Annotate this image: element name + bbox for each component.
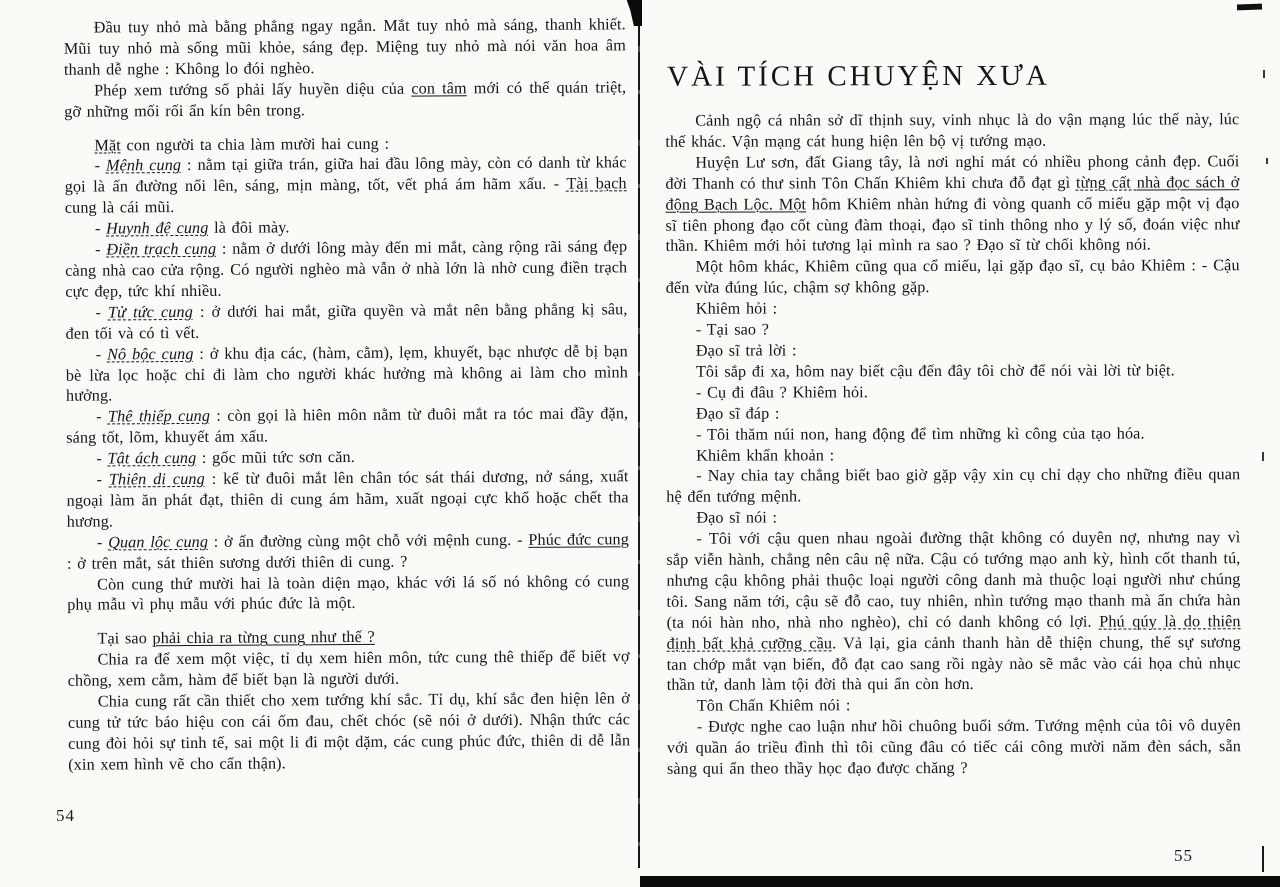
text-run: . Vả lại, gia cảnh thanh hàn dễ thiện chung, thế sự sương tan chớp mắt vạn biến, đỗ đạt cao sang rồi ngày nào sẽ mắc vào cái họa chủ nhục thần tử, danh làm tội đời thà qui ẩn còn hơn.	[666, 632, 1241, 695]
paragraph	[65, 153, 627, 219]
text-run: - Được nghe cao luận như hồi chuông buổi sớm. Tướng mệnh của tôi vô duyên với quần áo triều đình thì tôi cũng đâu có tiếc cái công mười năm đèn sách, sẵn sàng qui ẩn theo thầy học đạo được chăng ?	[666, 716, 1241, 778]
right-page-text	[665, 109, 1241, 780]
text-run: cung là cái mũi.	[64, 198, 175, 217]
paragraph	[66, 341, 628, 407]
paragraph	[667, 716, 1241, 780]
text-run: : kể từ đuôi mắt lên chân tóc sát thái dương, nở sáng, xuất ngoại làm ăn phát đạt, thiên di cung ám hãm, xuất ngoại cực khổ hoặc chết tha hương.	[66, 467, 629, 531]
text-run: Còn cung thứ mười hai là toàn diện mạo, khác với lá số nó không có cung phụ mẫu vì phụ mẫu với phúc đức là một.	[67, 571, 630, 615]
text-run: Một hôm khác, Khiêm cũng qua cổ miếu, lại gặp đạo sĩ, cụ bảo Khiêm : - Cậu đến vừa đúng lúc, chậm sợ không gặp.	[665, 256, 1240, 298]
paragraph	[666, 506, 1240, 528]
text-run: - Tôi thăm núi non, hang động để tìm những kì công của tạo hóa.	[696, 424, 1145, 444]
paragraph	[667, 695, 1241, 717]
text-run: Tại sao	[97, 629, 153, 648]
underlined-phrase: con tâm	[411, 78, 467, 98]
underlined-phrase: Mệnh cung	[105, 156, 182, 175]
text-run: : ở ấn đường cùng một chỗ với mệnh cung. -	[207, 530, 529, 551]
paragraph	[64, 77, 626, 122]
text-run: Khiêm khẩn khoản :	[696, 445, 835, 465]
text-run: Cảnh ngộ cá nhân sở dĩ thịnh suy, vinh nhục là do vận mạng lúc thế này, lúc thế khác. Vận mạng cát hung hiện lên bộ vị tướng mạo.	[665, 110, 1240, 151]
text-run: Đạo sĩ đáp :	[696, 404, 780, 423]
left-page-text	[64, 14, 631, 775]
text-run: - Tại sao ?	[695, 320, 770, 339]
text-run: : nằm tại giữa trán, giữa hai đầu lông mày, còn có danh từ khác gọi là ấn đường nổi lên, sáng, mịn màng, tốt, vết phá ám hãm xấu. -	[64, 153, 627, 197]
paragraph	[666, 444, 1240, 466]
text-run: -	[96, 407, 109, 426]
text-run: Đạo sĩ trả lời :	[695, 341, 797, 360]
text-run: -	[95, 240, 107, 259]
scan-edge-speck	[1262, 452, 1264, 461]
underlined-phrase: Thê thiếp cung	[107, 407, 211, 426]
page-number-right: 55	[1174, 846, 1193, 865]
underlined-phrase: Thiên di cung	[108, 469, 205, 489]
underlined-phrase: Mặt	[94, 135, 121, 155]
paragraph	[666, 297, 1240, 319]
text-run: -	[95, 303, 109, 322]
paragraph	[666, 256, 1240, 299]
text-run: con người ta chia làm mười hai cung :	[120, 134, 390, 154]
underlined-phrase: Tử tức cung	[107, 302, 193, 322]
underlined-phrase: Huynh đệ cung	[106, 218, 209, 238]
text-run: -	[94, 156, 107, 175]
book-gutter-line	[638, 0, 640, 868]
text-run: -	[95, 345, 108, 364]
text-run: : còn gọi là hiên môn nằm từ đuôi mắt ra tóc mai đầy đặn, sáng tốt, lõm, khuyết ám xấu.	[66, 404, 629, 447]
text-run: là đôi mày.	[208, 218, 290, 237]
underlined-phrase: Phú qúy là do thiên định bất khả cưỡng cầu	[666, 611, 1241, 653]
text-run: -	[96, 449, 108, 468]
paragraph	[666, 465, 1240, 508]
text-run: Khiêm hỏi :	[695, 299, 778, 318]
underlined-phrase: Tài bạch	[566, 174, 627, 193]
underlined-phrase: nhà đọc sách ở động Bạch Lộc. Một	[665, 172, 1240, 214]
paragraph	[665, 151, 1239, 257]
underlined-phrase: Tật ách cung	[107, 449, 197, 468]
paragraph	[68, 647, 630, 692]
scan-edge-speck	[1262, 846, 1264, 872]
text-run: - Nay chia tay chẳng biết bao giờ gặp vậy xin cụ chỉ dạy cho những điều quan hệ đến tướng mệnh.	[666, 465, 1241, 507]
underlined-phrase: phải chia ra từng cung như thế ?	[152, 628, 375, 648]
scan-top-right-dash	[1237, 4, 1262, 11]
underlined-phrase: Quan lộc cung	[108, 532, 209, 552]
paragraph	[66, 404, 628, 449]
paragraph	[67, 529, 629, 574]
paragraph	[666, 339, 1240, 361]
text-run: Đầu tuy nhỏ mà bằng phẳng ngay ngắn. Mắt tuy nhỏ mà sáng, thanh khiết. Mũi tuy nhỏ mà sống mũi khỏe, sáng đẹp. Miệng tuy nhỏ mà nói văn hoa âm thanh dễ nghe : Không lo đói nghèo.	[63, 15, 626, 79]
text-run: Tôi sắp đi xa, hôm nay biết cậu đến đây tôi chờ để nói vài lời từ biệt.	[695, 361, 1175, 381]
text-run: Tôn Chấn Khiêm nói :	[696, 696, 851, 716]
paragraph	[666, 402, 1240, 424]
text-run: - Cụ đi đâu ? Khiêm hỏi.	[695, 383, 868, 402]
scan-bottom-edge-bar	[640, 876, 1280, 887]
underlined-phrase: Nô bộc cung	[107, 344, 194, 364]
paragraph	[665, 109, 1239, 152]
paragraph	[666, 318, 1240, 340]
text-run: Chia ra để xem một việc, tỉ dụ xem hiên môn, tức cung thê thiếp để biết vợ chồng, xem cằm, hàm để biết bạn là người dưới.	[67, 647, 630, 690]
left-page	[64, 14, 631, 775]
text-run: Chia cung rất cần thiết cho xem tướng khí sắc. Tỉ dụ, khí sắc đen hiện lên ở cung tử tức báo hiệu con cái ốm đau, chết chóc (sẽ nói ở dưới). Nhận thức các cung đòi hỏi sự tinh tế, sai một li đi một dặm, các cung phúc đức, thiên di dễ lẫn (xin xem hình vẽ cho cẩn thận).	[67, 689, 631, 774]
gutter-top-ink-mark	[624, 0, 642, 26]
paragraph	[666, 360, 1240, 382]
paragraph	[64, 14, 626, 80]
paragraph	[65, 299, 627, 344]
text-run: -	[96, 470, 109, 489]
right-page	[665, 15, 1241, 780]
text-run: -	[94, 219, 107, 238]
chapter-heading: VÀI TÍCH CHUYỆN XƯA	[667, 59, 1050, 93]
scan-edge-speck	[1263, 70, 1265, 78]
underlined-phrase: Phúc đức cung	[528, 530, 629, 549]
text-run: - Tôi với cậu quen nhau ngoài đường thật không có duyên nợ, nhưng nay vì sắp viễn hành, chẳng nên câu nệ nữa. Cậu có tướng mạo anh kỳ, hình cốt thanh tú, nhưng cậu không phải thuộc loại người công danh mà thuộc loại người như chúng tôi. Sang năm tới, cậu sẽ đỗ cao, tuy nhiên, nhìn tướng mạo thanh mà ẩn chứa hàn (ta nói hàn nho, nhà nho nghèo), chỉ có danh không có lợi.	[666, 528, 1241, 632]
text-run: -	[96, 533, 109, 552]
text-run: mới có thể quán triệt, gỡ những mối rối ẩn kín bên trong.	[64, 78, 627, 121]
underlined-phrase: Điền trạch cung	[106, 239, 217, 259]
page-number-left: 54	[56, 806, 75, 825]
paragraph	[666, 423, 1240, 445]
underlined-phrase: từng cất	[1075, 173, 1137, 192]
text-run: Huyện Lư sơn, đất Giang tây, là nơi nghỉ mát có nhiều phong cảnh đẹp. Cuối đời Thanh có thư sinh Tôn Chấn Khiêm khi chưa đỗ đạt gì	[665, 152, 1240, 193]
paragraph	[67, 571, 629, 616]
text-run: : ở dưới hai mắt, giữa quyền và mắt nên bằng phẳng kị sâu, đen tối và có tì vết.	[65, 300, 628, 343]
text-run: : ở trên mắt, sát thiên sương dưới thiên di cung. ?	[66, 552, 408, 573]
paragraph	[68, 688, 631, 775]
paragraph	[666, 381, 1240, 403]
paragraph	[666, 527, 1240, 696]
text-run: Phép xem tướng số phải lấy huyền diệu của	[94, 79, 412, 100]
text-run: : nằm ở dưới lông mày đến mi mắt, càng rộng rãi sáng đẹp càng nhà cao cửa rộng. Có người nghèo mà vẫn ở nhà lớn là nhờ cung điền trạch cực đẹp, tức khí nhiều.	[65, 237, 628, 301]
text-run: : gốc mũi tức sơn căn.	[196, 448, 355, 468]
text-run: hôm Khiêm nhàn hứng đi vòng quanh cổ miếu gặp một vị đạo sĩ tiên phong đạo cốt cùng đàm thoại, đạo sĩ tinh thông nho y lý số, đoán việc như thần. Khiêm mới hỏi tương lại mình ra sao ? Đạo sĩ từ chối không nói.	[665, 193, 1240, 256]
text-run: : ở khu địa các, (hàm, cằm), lẹm, khuyết, bạc nhược dễ bị bạn bè lừa lọc hoặc chỉ đi làm cho người khác hưởng mà không ai làm cho mình hưởng.	[65, 341, 628, 406]
paragraph	[65, 236, 627, 302]
paragraph	[66, 466, 628, 532]
text-run: Đạo sĩ nói :	[696, 508, 778, 527]
scan-edge-speck	[1266, 158, 1268, 164]
